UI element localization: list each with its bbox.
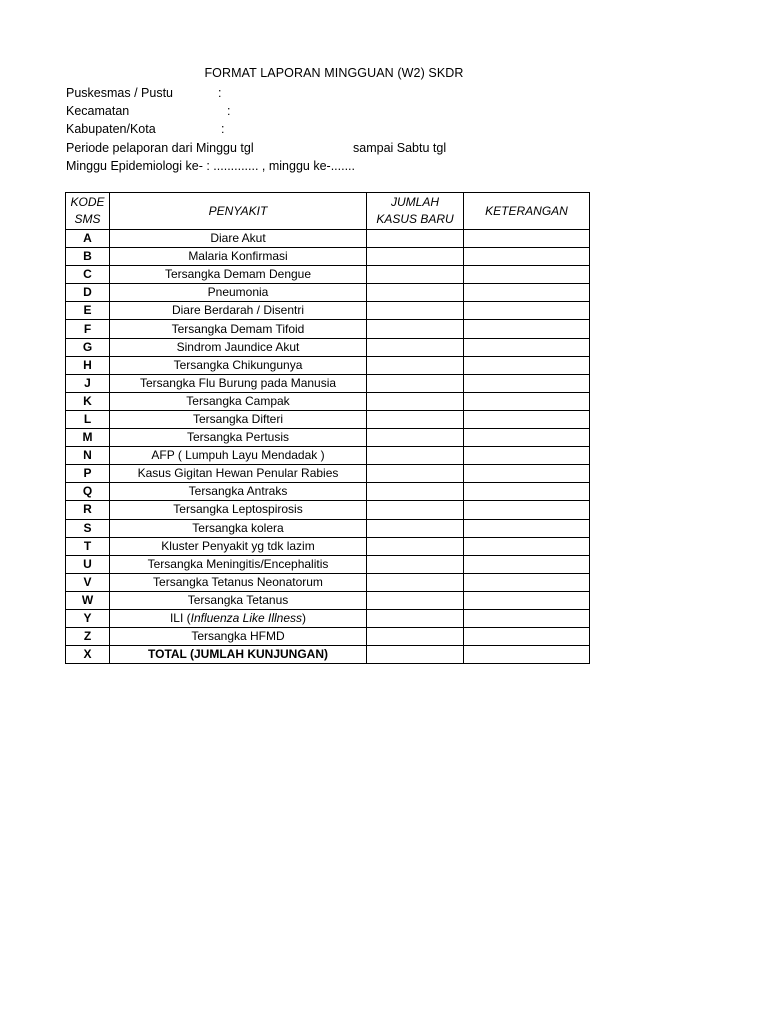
penyakit-cell: Tersangka Leptospirosis bbox=[110, 501, 367, 519]
table-row bbox=[66, 628, 590, 646]
table-row bbox=[66, 646, 590, 664]
penyakit-cell: Kasus Gigitan Hewan Penular Rabies bbox=[110, 465, 367, 483]
jumlah-kasus-cell[interactable] bbox=[367, 573, 464, 591]
jumlah-kasus-cell[interactable] bbox=[367, 302, 464, 320]
table-row bbox=[66, 465, 590, 483]
table-row bbox=[66, 320, 590, 338]
table-row bbox=[66, 338, 590, 356]
periode-field: Periode pelaporan dari Minggu tgl sampai Sabtu tgl bbox=[66, 141, 447, 155]
jumlah-kasus-cell[interactable] bbox=[367, 338, 464, 356]
kode-sms-cell: B bbox=[66, 248, 110, 266]
jumlah-kasus-cell[interactable] bbox=[367, 501, 464, 519]
keterangan-cell[interactable] bbox=[464, 519, 590, 537]
table-header-row bbox=[66, 193, 590, 230]
penyakit-cell: Tersangka Antraks bbox=[110, 483, 367, 501]
jumlah-kasus-cell[interactable] bbox=[367, 519, 464, 537]
table-row bbox=[66, 429, 590, 447]
penyakit-cell: Diare Berdarah / Disentri bbox=[110, 302, 367, 320]
penyakit-cell: Tersangka Demam Dengue bbox=[110, 266, 367, 284]
kode-sms-cell: G bbox=[66, 338, 110, 356]
keterangan-cell[interactable] bbox=[464, 410, 590, 428]
jumlah-kasus-cell[interactable] bbox=[367, 628, 464, 646]
keterangan-cell[interactable] bbox=[464, 646, 590, 664]
kode-sms-cell: Y bbox=[66, 609, 110, 627]
penyakit-cell: Tersangka Flu Burung pada Manusia bbox=[110, 374, 367, 392]
table-row bbox=[66, 374, 590, 392]
kabupaten-field: Kabupaten/Kota : bbox=[66, 122, 225, 136]
kode-sms-cell: S bbox=[66, 519, 110, 537]
keterangan-cell[interactable] bbox=[464, 302, 590, 320]
penyakit-cell: Tersangka Difteri bbox=[110, 410, 367, 428]
jumlah-kasus-cell[interactable] bbox=[367, 447, 464, 465]
penyakit-cell: Malaria Konfirmasi bbox=[110, 248, 367, 266]
keterangan-cell[interactable] bbox=[464, 591, 590, 609]
kode-sms-cell: M bbox=[66, 429, 110, 447]
keterangan-cell[interactable] bbox=[464, 248, 590, 266]
keterangan-cell[interactable] bbox=[464, 609, 590, 627]
kode-sms-cell: J bbox=[66, 374, 110, 392]
table-row bbox=[66, 483, 590, 501]
table-row bbox=[66, 410, 590, 428]
table-row bbox=[66, 266, 590, 284]
jumlah-kasus-cell[interactable] bbox=[367, 591, 464, 609]
jumlah-kasus-cell[interactable] bbox=[367, 392, 464, 410]
jumlah-kasus-cell[interactable] bbox=[367, 230, 464, 248]
kode-sms-cell: P bbox=[66, 465, 110, 483]
kecamatan-field: Kecamatan : bbox=[66, 104, 231, 118]
penyakit-cell: Tersangka HFMD bbox=[110, 628, 367, 646]
kode-sms-cell: V bbox=[66, 573, 110, 591]
penyakit-cell: Tersangka Campak bbox=[110, 392, 367, 410]
table-row bbox=[66, 392, 590, 410]
keterangan-cell[interactable] bbox=[464, 483, 590, 501]
kode-sms-cell: R bbox=[66, 501, 110, 519]
keterangan-cell[interactable] bbox=[464, 320, 590, 338]
penyakit-cell: Tersangka Meningitis/Encephalitis bbox=[110, 555, 367, 573]
kode-sms-cell: K bbox=[66, 392, 110, 410]
jumlah-kasus-cell[interactable] bbox=[367, 356, 464, 374]
kode-sms-cell: C bbox=[66, 266, 110, 284]
keterangan-cell[interactable] bbox=[464, 465, 590, 483]
keterangan-cell[interactable] bbox=[464, 266, 590, 284]
header-jumlah-kasus-baru: JUMLAH KASUS BARU bbox=[367, 193, 464, 230]
table-row bbox=[66, 519, 590, 537]
penyakit-cell: Tersangka Tetanus bbox=[110, 591, 367, 609]
puskesmas-field: Puskesmas / Pustu : bbox=[66, 86, 222, 100]
kode-sms-cell: Q bbox=[66, 483, 110, 501]
jumlah-kasus-cell[interactable] bbox=[367, 537, 464, 555]
kode-sms-cell: L bbox=[66, 410, 110, 428]
penyakit-cell: Sindrom Jaundice Akut bbox=[110, 338, 367, 356]
jumlah-kasus-cell[interactable] bbox=[367, 429, 464, 447]
penyakit-cell: ILI (Influenza Like Illness) bbox=[110, 609, 367, 627]
kode-sms-cell: A bbox=[66, 230, 110, 248]
table-row bbox=[66, 447, 590, 465]
keterangan-cell[interactable] bbox=[464, 447, 590, 465]
kode-sms-cell: E bbox=[66, 302, 110, 320]
header-keterangan: KETERANGAN bbox=[464, 193, 590, 230]
jumlah-kasus-cell[interactable] bbox=[367, 609, 464, 627]
table-row bbox=[66, 230, 590, 248]
jumlah-kasus-cell[interactable] bbox=[367, 410, 464, 428]
table-row bbox=[66, 555, 590, 573]
jumlah-kasus-cell[interactable] bbox=[367, 483, 464, 501]
header-penyakit: PENYAKIT bbox=[110, 193, 367, 230]
kode-sms-cell: U bbox=[66, 555, 110, 573]
kode-sms-cell: N bbox=[66, 447, 110, 465]
keterangan-cell[interactable] bbox=[464, 284, 590, 302]
penyakit-cell: Tersangka Demam Tifoid bbox=[110, 320, 367, 338]
keterangan-cell[interactable] bbox=[464, 230, 590, 248]
table-row bbox=[66, 609, 590, 627]
table-row bbox=[66, 284, 590, 302]
penyakit-cell: Tersangka kolera bbox=[110, 519, 367, 537]
penyakit-cell: TOTAL (JUMLAH KUNJUNGAN) bbox=[110, 646, 367, 664]
keterangan-cell[interactable] bbox=[464, 501, 590, 519]
keterangan-cell[interactable] bbox=[464, 338, 590, 356]
table-row bbox=[66, 356, 590, 374]
table-row bbox=[66, 248, 590, 266]
jumlah-kasus-cell[interactable] bbox=[367, 465, 464, 483]
table-row bbox=[66, 537, 590, 555]
kode-sms-cell: F bbox=[66, 320, 110, 338]
table-row bbox=[66, 591, 590, 609]
penyakit-cell: Kluster Penyakit yg tdk lazim bbox=[110, 537, 367, 555]
document-title: FORMAT LAPORAN MINGGUAN (W2) SKDR bbox=[204, 66, 464, 80]
keterangan-cell[interactable] bbox=[464, 537, 590, 555]
jumlah-kasus-cell[interactable] bbox=[367, 320, 464, 338]
minggu-epidemiologi-field: Minggu Epidemiologi ke- : ............. , minggu ke-....... bbox=[66, 159, 356, 173]
jumlah-kasus-cell[interactable] bbox=[367, 374, 464, 392]
keterangan-cell[interactable] bbox=[464, 429, 590, 447]
keterangan-cell[interactable] bbox=[464, 555, 590, 573]
header-kode-sms: KODE SMS bbox=[66, 193, 110, 230]
kode-sms-cell: Z bbox=[66, 628, 110, 646]
jumlah-kasus-cell[interactable] bbox=[367, 555, 464, 573]
table-row bbox=[66, 573, 590, 591]
keterangan-cell[interactable] bbox=[464, 356, 590, 374]
jumlah-kasus-cell[interactable] bbox=[367, 266, 464, 284]
jumlah-kasus-cell[interactable] bbox=[367, 248, 464, 266]
report-table bbox=[65, 192, 590, 664]
table-row bbox=[66, 501, 590, 519]
kode-sms-cell: H bbox=[66, 356, 110, 374]
jumlah-kasus-cell[interactable] bbox=[367, 284, 464, 302]
keterangan-cell[interactable] bbox=[464, 628, 590, 646]
penyakit-cell: AFP ( Lumpuh Layu Mendadak ) bbox=[110, 447, 367, 465]
table-row bbox=[66, 302, 590, 320]
jumlah-kasus-cell[interactable] bbox=[367, 646, 464, 664]
penyakit-cell: Tersangka Tetanus Neonatorum bbox=[110, 573, 367, 591]
kode-sms-cell: D bbox=[66, 284, 110, 302]
keterangan-cell[interactable] bbox=[464, 573, 590, 591]
kode-sms-cell: W bbox=[66, 591, 110, 609]
penyakit-cell: Diare Akut bbox=[110, 230, 367, 248]
penyakit-cell: Tersangka Pertusis bbox=[110, 429, 367, 447]
penyakit-cell: Pneumonia bbox=[110, 284, 367, 302]
keterangan-cell[interactable] bbox=[464, 392, 590, 410]
penyakit-cell: Tersangka Chikungunya bbox=[110, 356, 367, 374]
kode-sms-cell: T bbox=[66, 537, 110, 555]
keterangan-cell[interactable] bbox=[464, 374, 590, 392]
kode-sms-cell: X bbox=[66, 646, 110, 664]
